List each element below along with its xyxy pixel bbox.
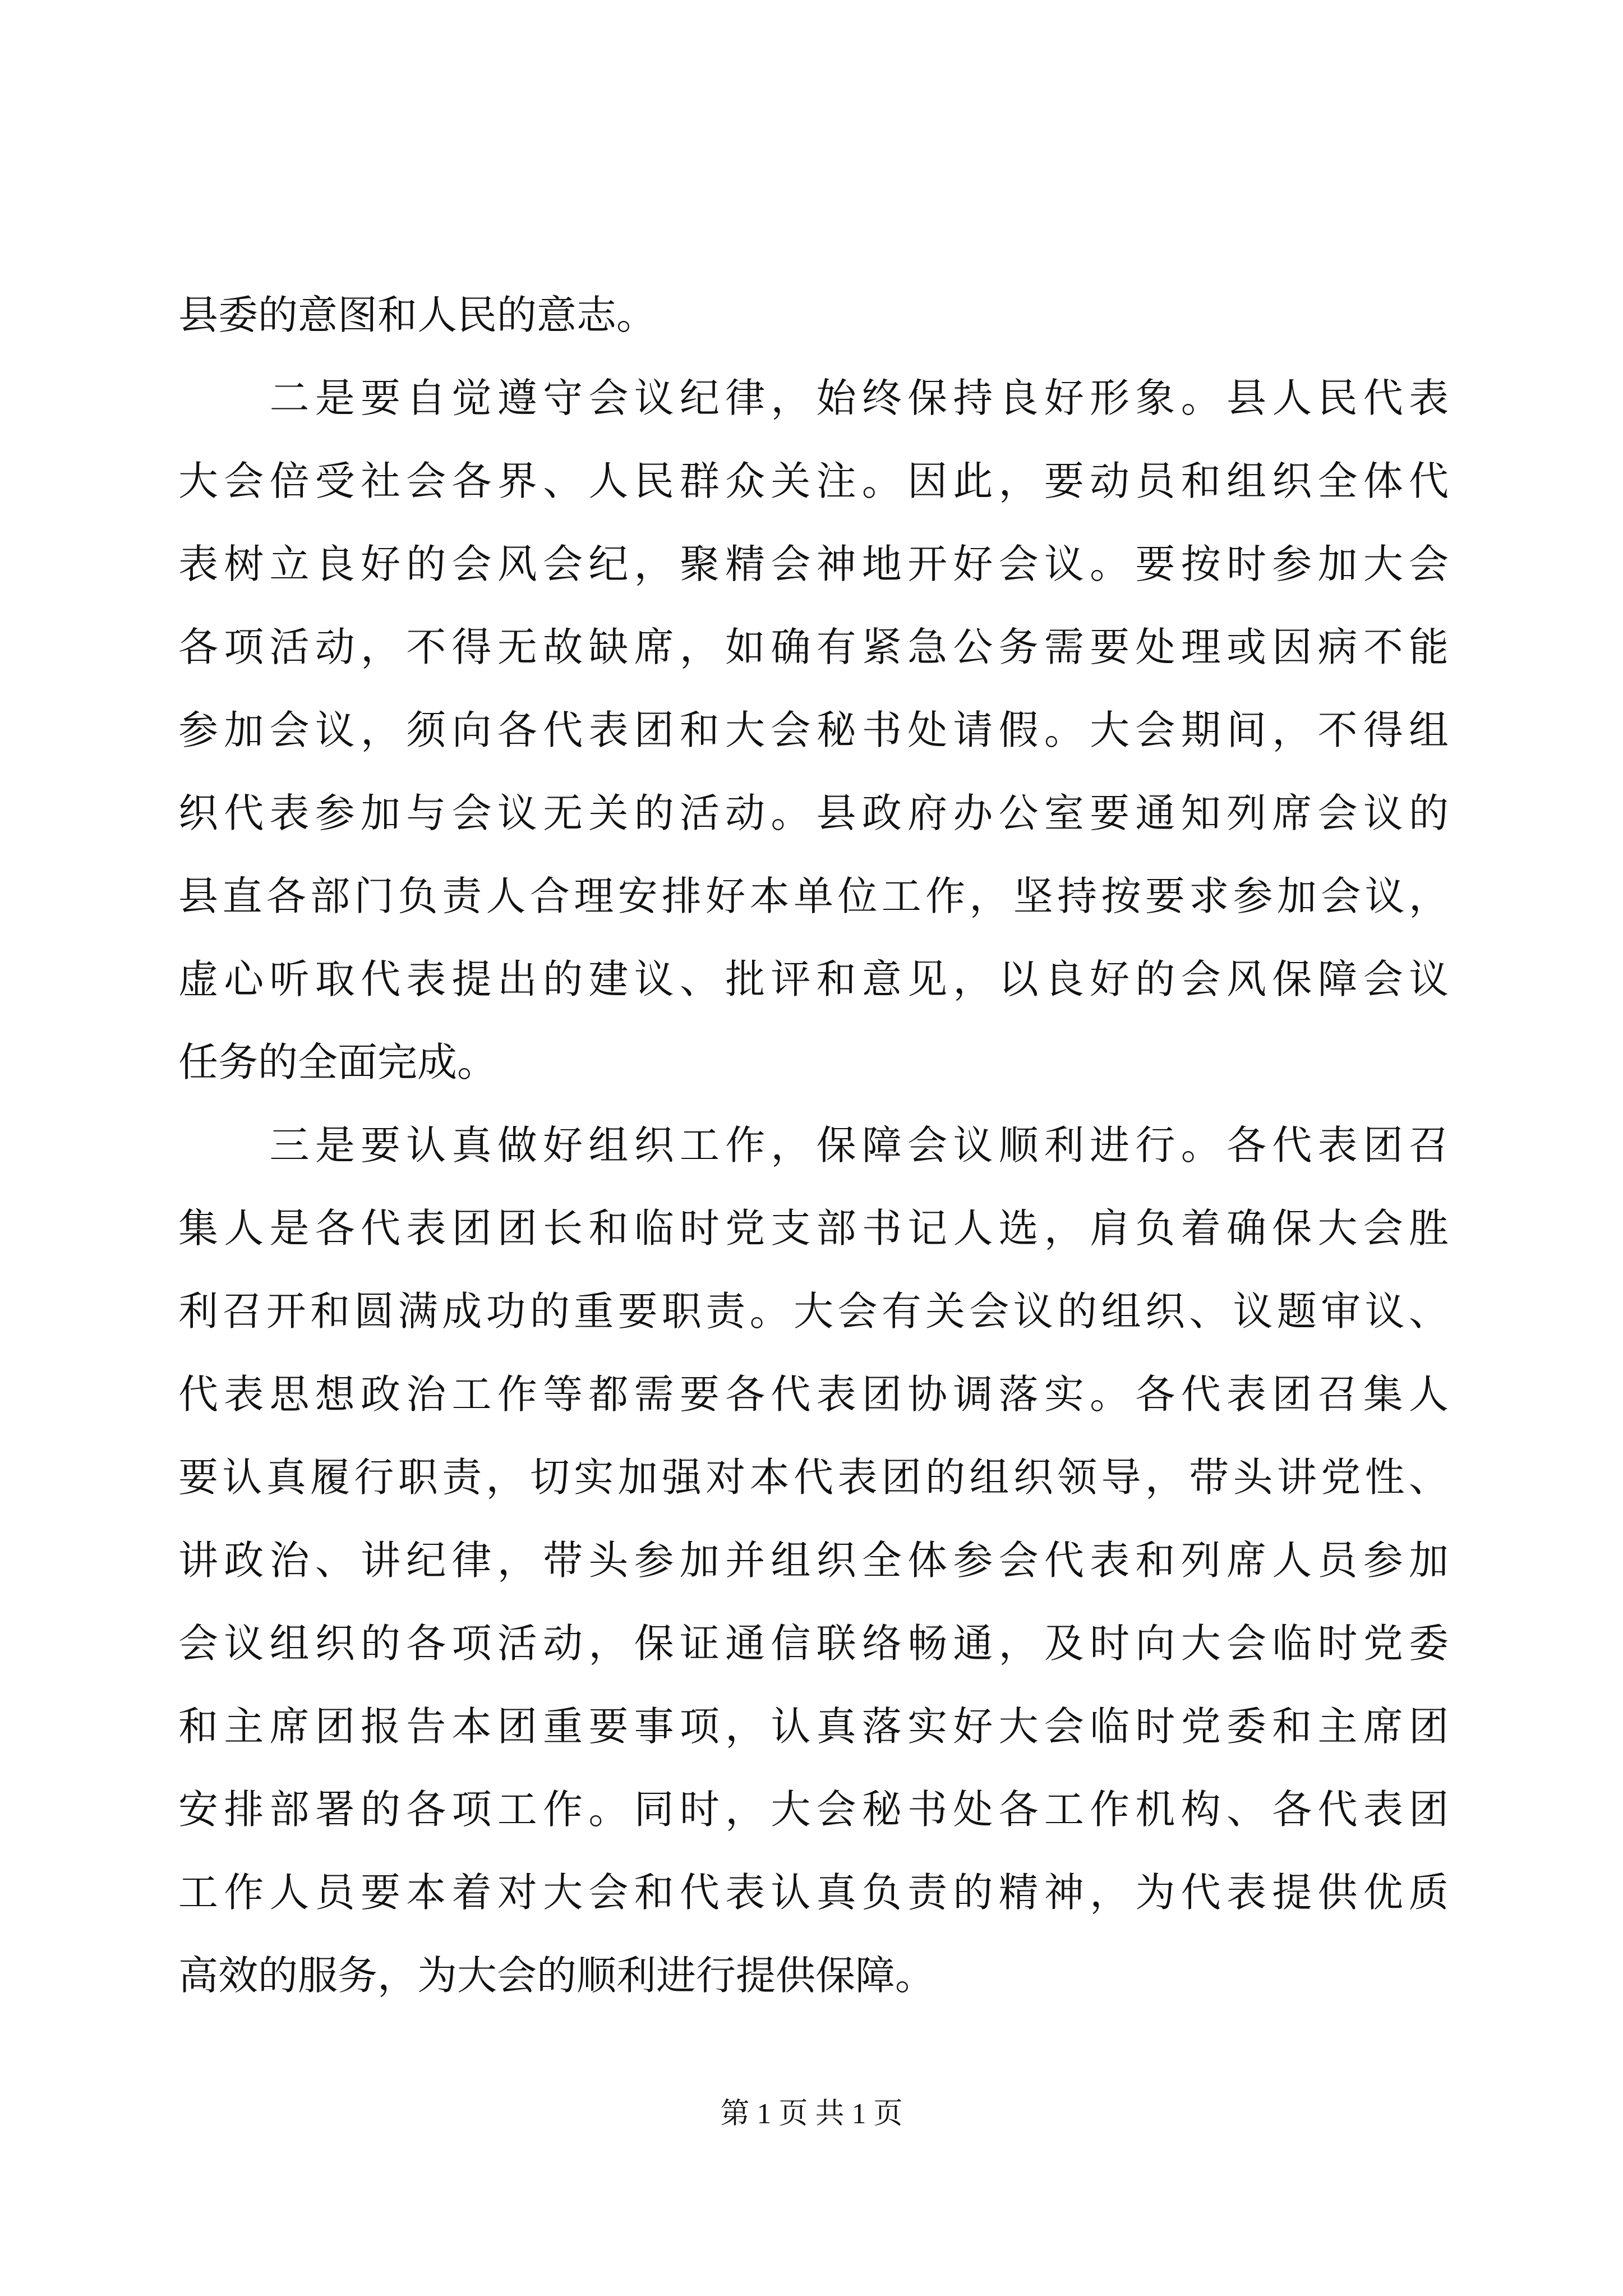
text-line: 利召开和圆满成功的重要职责。大会有关会议的组织、议题审议、: [178, 1288, 1449, 1335]
text-line: 表树立良好的会风会纪，聚精会神地开好会议。要按时参加大会: [178, 541, 1449, 587]
text-line: 三是要认真做好组织工作，保障会议顺利进行。各代表团召: [178, 1122, 1449, 1168]
text-line: 虚心听取代表提出的建议、批评和意见，以良好的会风保障会议: [178, 956, 1449, 1002]
text-line: 和主席团报告本团重要事项，认真落实好大会临时党委和主席团: [178, 1703, 1449, 1750]
text-line: 高效的服务，为大会的顺利进行提供保障。: [178, 1952, 935, 1999]
text-line: 织代表参加与会议无关的活动。县政府办公室要通知列席会议的: [178, 790, 1449, 836]
text-line: 参加会议，须向各代表团和大会秘书处请假。大会期间，不得组: [178, 707, 1449, 753]
text-line: 任务的全面完成。: [178, 1039, 497, 1085]
text-line: 代表思想政治工作等都需要各代表团协调落实。各代表团召集人: [178, 1371, 1449, 1418]
text-line: 安排部署的各项工作。同时，大会秘书处各工作机构、各代表团: [178, 1786, 1449, 1833]
text-line: 集人是各代表团团长和临时党支部书记人选，肩负着确保大会胜: [178, 1205, 1449, 1251]
text-line: 会议组织的各项活动，保证通信联络畅通，及时向大会临时党委: [178, 1620, 1449, 1667]
text-line: 县直各部门负责人合理安排好本单位工作，坚持按要求参加会议，: [178, 873, 1449, 919]
page-number-footer: 第 1 页 共 1 页: [720, 2098, 903, 2130]
text-line: 县委的意图和人民的意志。: [178, 292, 657, 338]
text-line: 二是要自觉遵守会议纪律，始终保持良好形象。县人民代表: [178, 375, 1449, 421]
document-body: [178, 274, 1449, 2017]
text-line: 工作人员要本着对大会和代表认真负责的精神，为代表提供优质: [178, 1869, 1449, 1916]
text-line: 要认真履行职责，切实加强对本代表团的组织领导，带头讲党性、: [178, 1454, 1449, 1501]
text-line: 讲政治、讲纪律，带头参加并组织全体参会代表和列席人员参加: [178, 1537, 1449, 1584]
text-line: 各项活动，不得无故缺席，如确有紧急公务需要处理或因病不能: [178, 624, 1449, 670]
text-line: 大会倍受社会各界、人民群众关注。因此，要动员和组织全体代: [178, 458, 1449, 504]
